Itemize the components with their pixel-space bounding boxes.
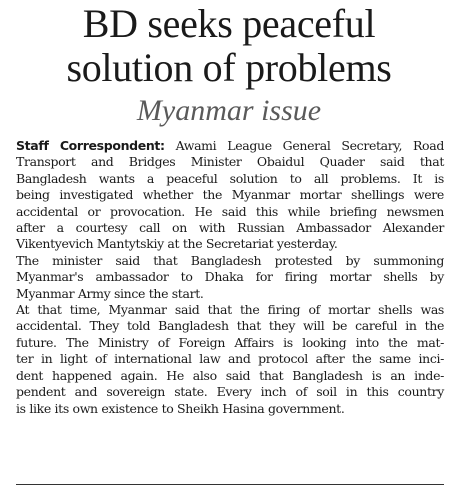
body-line: accidental or provocation. He said this while briefing newsmen <box>16 203 444 219</box>
bottom-rule <box>16 484 444 485</box>
kicker: Myanmar issue <box>136 94 322 127</box>
body-line: At that time, Myanmar said that the firing of mortar shells was <box>16 302 444 318</box>
body-line: ter in light of international law and protocol after the same inci- <box>16 351 444 367</box>
body-line: Staff Correspondent: Awami League General Secretary, Road <box>16 138 444 153</box>
body-line: is like its own existence to Sheikh Hasina government. <box>16 400 345 416</box>
headline <box>0 2 458 90</box>
body-line: accidental. They told Bangladesh that they will be careful in the <box>16 318 444 334</box>
body-line: Bangladesh wants a peaceful solution to all problems. It is <box>16 170 444 186</box>
body-line: dent happened again. He also said that Bangladesh is an inde- <box>16 367 444 383</box>
article-body <box>16 138 444 417</box>
body-line: Transport and Bridges Minister Obaidul Quader said that <box>16 154 444 170</box>
headline-line-1: BD seeks peaceful <box>82 1 376 46</box>
body-line: The minister said that Bangladesh protested by summoning <box>16 252 444 268</box>
body-line: pendent and sovereign state. Every inch of soil in this country <box>16 384 444 400</box>
body-line: Myanmar Army since the start. <box>16 285 204 301</box>
body-line: future. The Ministry of Foreign Affairs is looking into the mat- <box>16 334 444 350</box>
body-line: Vikentyevich Mantytskiy at the Secretariat yesterday. <box>16 236 338 252</box>
headline-line-2: solution of problems <box>66 45 392 90</box>
body-line: Myanmar's ambassador to Dhaka for firing mortar shells by <box>16 269 444 285</box>
body-line: being investigated whether the Myanmar mortar shellings were <box>16 187 444 203</box>
byline: Staff Correspondent: <box>16 138 165 153</box>
body-line: after a courtesy call on with Russian Ambassador Alexander <box>16 220 444 236</box>
